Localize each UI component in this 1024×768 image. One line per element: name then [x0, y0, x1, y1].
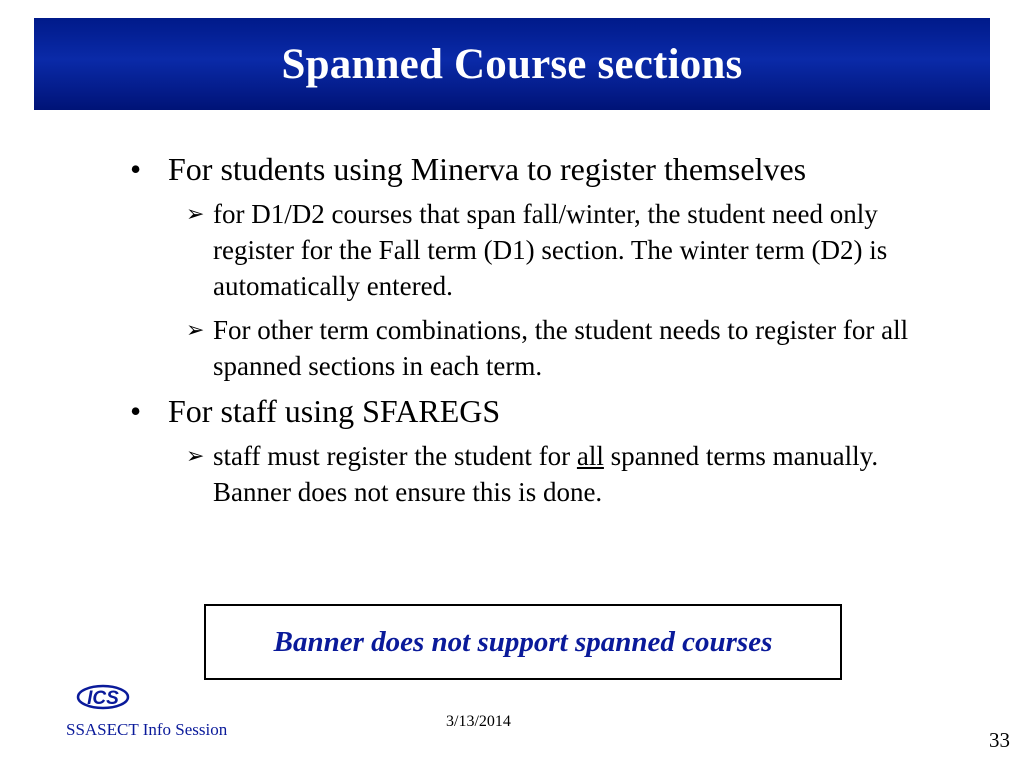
- callout-text: Banner does not support spanned courses: [273, 625, 773, 658]
- ics-logo-text: ICS: [87, 688, 119, 709]
- sub-bullet-staff-register: [130, 438, 930, 510]
- bullet-text: For staff using SFAREGS: [168, 393, 501, 429]
- slide-title: Spanned Course sections: [281, 40, 743, 88]
- arrow-bullet-icon: ➢: [186, 317, 205, 342]
- sub-bullet-other-terms: [130, 312, 930, 384]
- bullet-dot-icon: •: [130, 393, 142, 429]
- arrow-bullet-icon: ➢: [186, 201, 205, 226]
- bullet-dot-icon: •: [130, 151, 142, 187]
- sub-bullet-text-before: staff must register the student for: [213, 441, 577, 471]
- slide-content: [130, 150, 930, 518]
- bullet-staff: [130, 392, 930, 430]
- page-number: 33: [989, 728, 1010, 752]
- footer-session-name: SSASECT Info Session: [66, 720, 228, 739]
- emphasis-all: all: [576, 441, 604, 471]
- sub-bullet-text-after: spanned terms manually. Banner does not ensure this is done.: [213, 441, 879, 507]
- sub-bullet-text: For other term combinations, the student needs to register for all spanned sections in each term.: [213, 315, 909, 381]
- arrow-bullet-icon: ➢: [186, 443, 205, 468]
- bullet-students: [130, 150, 930, 188]
- footer-date: 3/13/2014: [446, 713, 511, 730]
- title-bar: [34, 18, 990, 110]
- ics-logo-icon: [76, 683, 130, 711]
- sub-bullet-text: for D1/D2 courses that span fall/winter, the student need only register for the Fall term (D1) section. The winter term (D2) is automatically entered.: [213, 199, 888, 301]
- sub-bullet-d1d2: [130, 196, 930, 304]
- callout-box: [204, 604, 842, 680]
- bullet-text: For students using Minerva to register themselves: [168, 151, 807, 187]
